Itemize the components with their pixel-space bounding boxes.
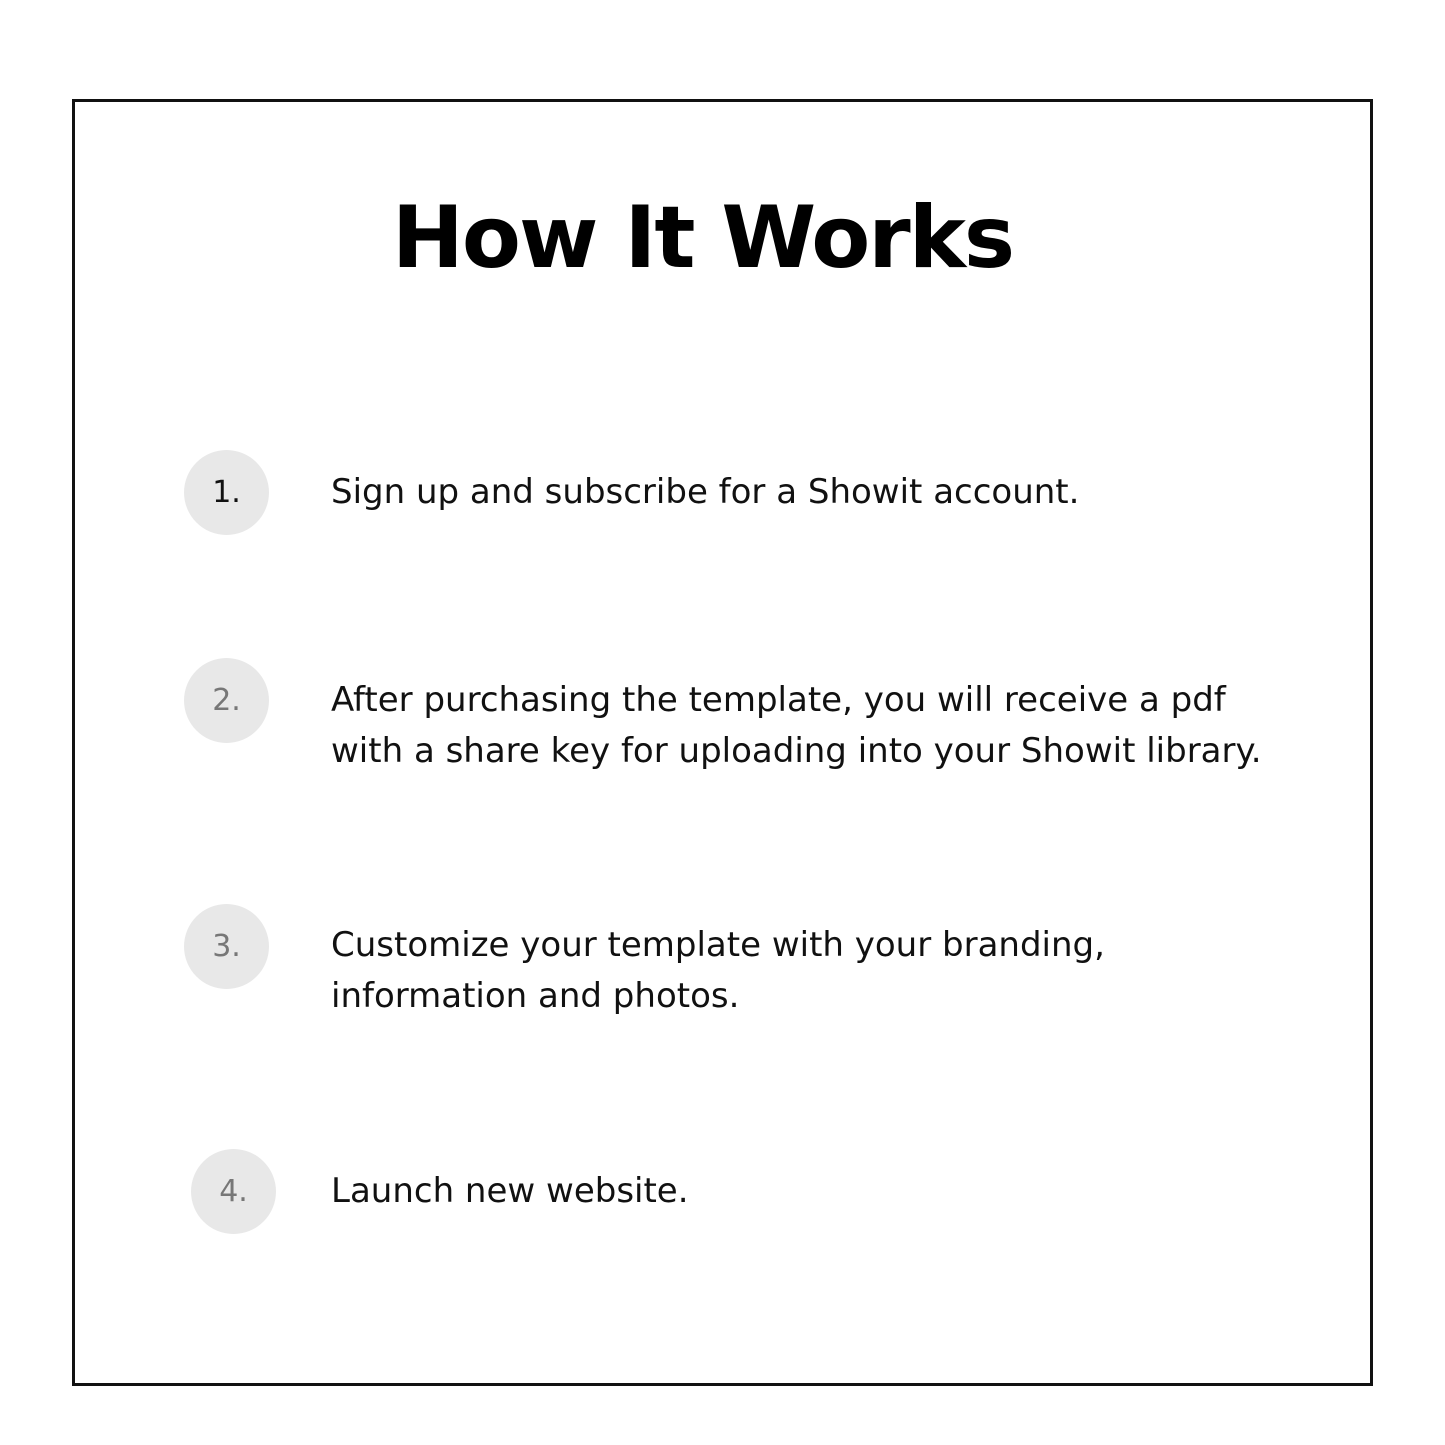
step-number-badge: 2.	[184, 658, 269, 743]
step-text: Launch new website.	[331, 1171, 689, 1211]
step-number-badge: 4.	[191, 1149, 276, 1234]
step-text: After purchasing the template, you will receive a pdf with a share key for uploading into your Showit library.	[331, 680, 1262, 771]
step-number-badge: 1.	[184, 450, 269, 535]
step-text: Customize your template with your branding, information and photos.	[331, 925, 1105, 1016]
step-text: Sign up and subscribe for a Showit account.	[331, 472, 1080, 512]
step-number-badge: 3.	[184, 904, 269, 989]
page-title: How It Works	[391, 188, 1014, 288]
